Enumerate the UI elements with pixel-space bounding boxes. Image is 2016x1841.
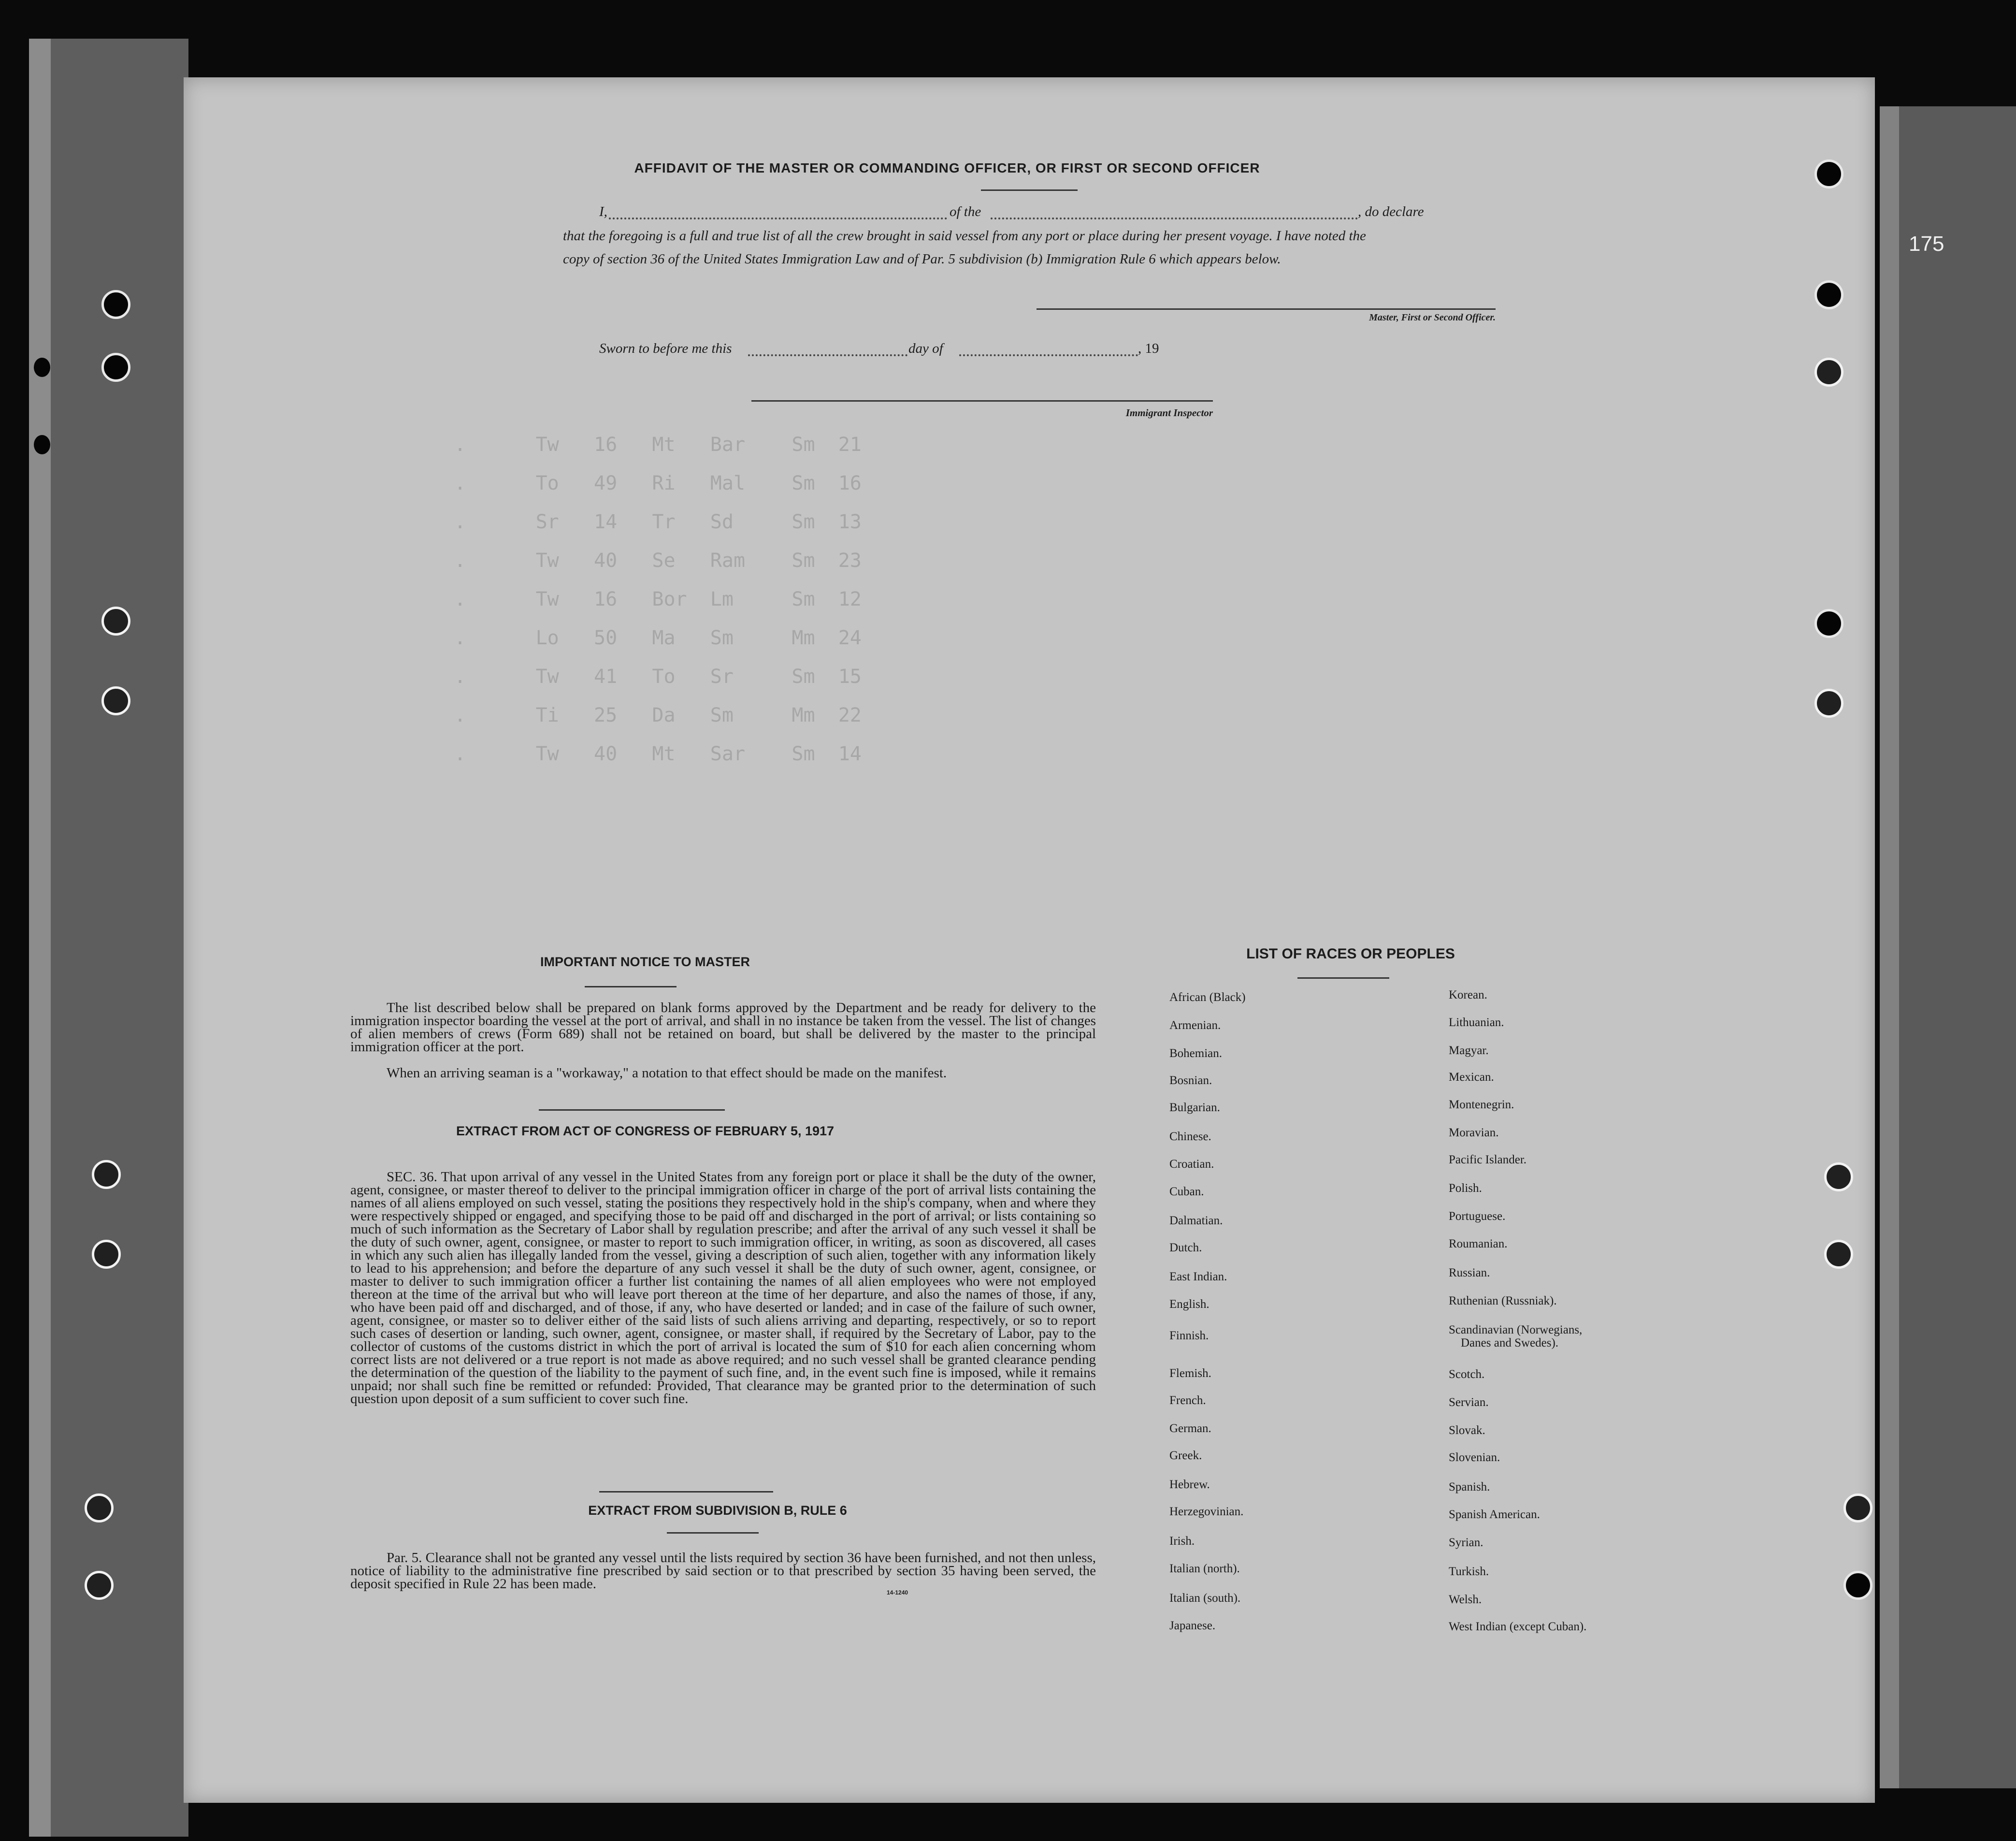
declaration-of-the: of the	[950, 204, 981, 219]
race-item: African (Black)	[1169, 991, 1246, 1004]
race-item: Korean.	[1449, 988, 1487, 1001]
race-item: Bohemian.	[1169, 1047, 1223, 1060]
race-item: Finnish.	[1169, 1329, 1209, 1342]
race-item: Scandinavian (Norwegians, Danes and Swedes).	[1449, 1323, 1583, 1349]
race-item: Spanish.	[1449, 1480, 1490, 1493]
rule-extract-text: Par. 5. Clearance shall not be granted any vessel until the lists required by section 36 have been furnished, and not then unless, notice of liability to the administrative fine prescribed by said section or to that prescribed by section 35 having been served, the deposit specified in Rule 22 has been made.	[350, 1550, 1096, 1592]
form-number: 14-1240	[887, 1589, 908, 1596]
sworn-month-field[interactable]	[959, 354, 1138, 356]
race-item: Spanish American.	[1449, 1508, 1540, 1521]
notice-title: IMPORTANT NOTICE TO MASTER	[540, 955, 750, 969]
race-item: Croatian.	[1169, 1158, 1214, 1171]
notice-paragraph-2: When an arriving seaman is a "workaway," a notation to that effect should be made on the manifest.	[387, 1065, 947, 1081]
bleed-through-text: . Tw 16 Mt Bar Sm 21 . To 49 Ri Mal Sm 16 . Sr 14 Tr Sd Sm 13 . Tw 40 Se Ram Sm 23 . Tw 16 Bor Lm Sm 12 . Lo 50 Ma Sm Mm 24 . Tw 41 To Sr Sm 15 . Ti 25 Da Sm Mm 22 . Tw 40 Mt Sar Sm 14	[454, 434, 862, 765]
race-item: Lithuanian.	[1449, 1016, 1504, 1029]
page-number: 175	[1909, 232, 1944, 256]
race-item: Cuban.	[1169, 1185, 1204, 1198]
race-item: Mexican.	[1449, 1071, 1494, 1084]
race-item: Slovak.	[1449, 1424, 1485, 1437]
punch-mark	[34, 358, 50, 377]
notice-divider	[585, 986, 677, 987]
race-item: Magyar.	[1449, 1044, 1489, 1057]
race-item: Roumanian.	[1449, 1237, 1508, 1250]
race-item: Moravian.	[1449, 1126, 1499, 1139]
binder-hole	[1814, 280, 1843, 309]
binder-hole	[92, 1240, 121, 1269]
race-item: English.	[1169, 1298, 1210, 1311]
race-item: French.	[1169, 1394, 1206, 1407]
race-item: Scotch.	[1449, 1368, 1485, 1381]
race-item: Herzegovinian.	[1169, 1505, 1244, 1518]
left-page-edge-highlight	[29, 39, 51, 1837]
binder-hole	[1824, 1162, 1853, 1191]
sworn-day-of: day of	[908, 341, 943, 356]
binder-hole	[1814, 159, 1843, 188]
race-item: Armenian.	[1169, 1019, 1221, 1032]
race-item: Turkish.	[1449, 1565, 1489, 1578]
vessel-field[interactable]	[991, 217, 1358, 219]
race-item: Irish.	[1169, 1535, 1195, 1548]
section-divider	[539, 1109, 725, 1111]
race-item: Russian.	[1449, 1266, 1490, 1279]
title-divider	[981, 189, 1078, 191]
sworn-text: Sworn to before me this	[599, 341, 732, 356]
name-field[interactable]	[609, 217, 947, 219]
binder-hole	[85, 1493, 114, 1522]
rule-divider	[667, 1532, 759, 1534]
race-item: German.	[1169, 1422, 1211, 1435]
race-item: Bosnian.	[1169, 1074, 1212, 1087]
binder-hole	[92, 1160, 121, 1189]
race-item: Welsh.	[1449, 1593, 1482, 1606]
races-divider	[1297, 977, 1389, 979]
declaration-declare: , do declare	[1358, 204, 1424, 219]
race-item: Ruthenian (Russniak).	[1449, 1294, 1557, 1307]
race-item: Italian (north).	[1169, 1562, 1240, 1575]
race-item: Syrian.	[1449, 1536, 1483, 1549]
race-item: Hebrew.	[1169, 1478, 1210, 1491]
binder-hole	[1814, 358, 1843, 387]
race-item: Dutch.	[1169, 1241, 1202, 1254]
manifest-page	[184, 77, 1875, 1803]
races-title: LIST OF RACES OR PEOPLES	[1246, 946, 1455, 962]
binder-hole	[1843, 1493, 1872, 1522]
race-item: Greek.	[1169, 1449, 1202, 1462]
binder-hole	[1843, 1571, 1872, 1600]
declaration-line-2: that the foregoing is a full and true list of all the crew brought in said vessel from any port or place during her present voyage. I have noted the	[563, 228, 1366, 244]
act-extract-text: SEC. 36. That upon arrival of any vessel in the United States from any foreign port or place it shall be the duty of the owner, agent, consignee, or master thereof to deliver to the principal immigration officer in charge of the port of arrival lists containing the names of all aliens employed on such vessel, stating the positions they respectively hold in the ship's company, when and where they were respectively shipped or engaged, and specifying those to be paid off and discharged in the port of arrival; or lists containing so much of such information as the Secretary of Labor shall by regulation prescribe; and after the arrival of any such vessel it shall be the duty of such owner, agent, consignee, or master to report to such immigration officer, in writing, as soon as discovered, all cases in which any such alien has illegally landed from the vessel, giving a description of such alien, together with any information likely to lead to his apprehension; and before the departure of any such vessel it shall be the duty of such owner, agent, consignee, or master to deliver to such immigration officer a further list containing the names of all alien employees who were not employed thereon at the time of the arrival but who will leave port thereon at the time of her departure, and also the names of those, if any, who have been paid off and discharged, and of those, if any, who have deserted or landed; and in case of the failure of such owner, agent, consignee, or master so to deliver either of the said lists of such aliens arriving and departing, respectively, or so to report such cases of desertion or landing, such owner, agent, consignee, or master shall, if required by the Secretary of Labor, pay to the collector of customs of the customs district in which the port of arrival is located the sum of $10 for each alien concerning whom correct lists are not delivered or a true report is not made as above required; and no such vessel shall be granted clearance pending the determination of the question of the liability to the payment of such fine, and, in the event such fine is imposed, while it remains unpaid; nor shall such fine be remitted or refunded: Provided, That clearance may be granted prior to the determination of such question upon deposit of a sum sufficient to cover such fine.	[350, 1169, 1096, 1406]
notice-paragraph-1: The list described below shall be prepared on blank forms approved by the Department and be ready for delivery to the immigration inspector boarding the vessel at the port of arrival, and shall in no instance be taken from the vessel. The list of changes of alien members of crews (Form 689) shall not be retained on board, but shall be delivered by the master to the principal immigration officer at the port.	[350, 1000, 1096, 1055]
race-item: Polish.	[1449, 1182, 1482, 1195]
race-item: Japanese.	[1169, 1619, 1216, 1632]
binder-hole	[101, 607, 130, 636]
affidavit-title: AFFIDAVIT OF THE MASTER OR COMMANDING OFFICER, OR FIRST OR SECOND OFFICER	[634, 160, 1260, 175]
race-item: East Indian.	[1169, 1270, 1227, 1283]
binder-hole	[101, 686, 130, 715]
race-item: Chinese.	[1169, 1130, 1211, 1143]
declaration-line-3: copy of section 36 of the United States Immigration Law and of Par. 5 subdivision (b) Immigration Rule 6 which appears below.	[563, 251, 1281, 267]
right-page-edge-highlight	[1880, 106, 1899, 1788]
punch-mark	[34, 435, 50, 454]
sworn-day-field[interactable]	[748, 354, 907, 356]
race-item: Servian.	[1449, 1396, 1489, 1409]
race-item: Italian (south).	[1169, 1592, 1241, 1605]
binder-hole	[1824, 1240, 1853, 1269]
binder-hole	[101, 290, 130, 319]
race-item: West Indian (except Cuban).	[1449, 1620, 1587, 1633]
rule-extract-title: EXTRACT FROM SUBDIVISION B, RULE 6	[588, 1503, 847, 1518]
binder-hole	[1814, 609, 1843, 638]
binder-hole	[85, 1571, 114, 1600]
binder-hole	[1814, 689, 1843, 718]
inspector-label: Immigrant Inspector	[1125, 407, 1213, 419]
act-extract-title: EXTRACT FROM ACT OF CONGRESS OF FEBRUARY 5, 1917	[456, 1124, 835, 1138]
race-item: Pacific Islander.	[1449, 1153, 1527, 1166]
race-item: Slovenian.	[1449, 1451, 1500, 1464]
section-divider	[599, 1491, 773, 1493]
declaration-i: I,	[599, 204, 607, 219]
inspector-signature-line[interactable]	[751, 400, 1213, 402]
race-item: Portuguese.	[1449, 1210, 1506, 1223]
race-item: Flemish.	[1169, 1367, 1211, 1380]
signature-line[interactable]	[1037, 308, 1496, 310]
race-item: Montenegrin.	[1449, 1098, 1514, 1111]
signature-label: Master, First or Second Officer.	[1369, 312, 1496, 323]
race-item: Bulgarian.	[1169, 1101, 1220, 1114]
race-item: Dalmatian.	[1169, 1214, 1223, 1227]
sworn-year: , 19	[1138, 341, 1159, 356]
right-page-edge	[1880, 106, 2016, 1788]
binder-hole	[101, 353, 130, 382]
